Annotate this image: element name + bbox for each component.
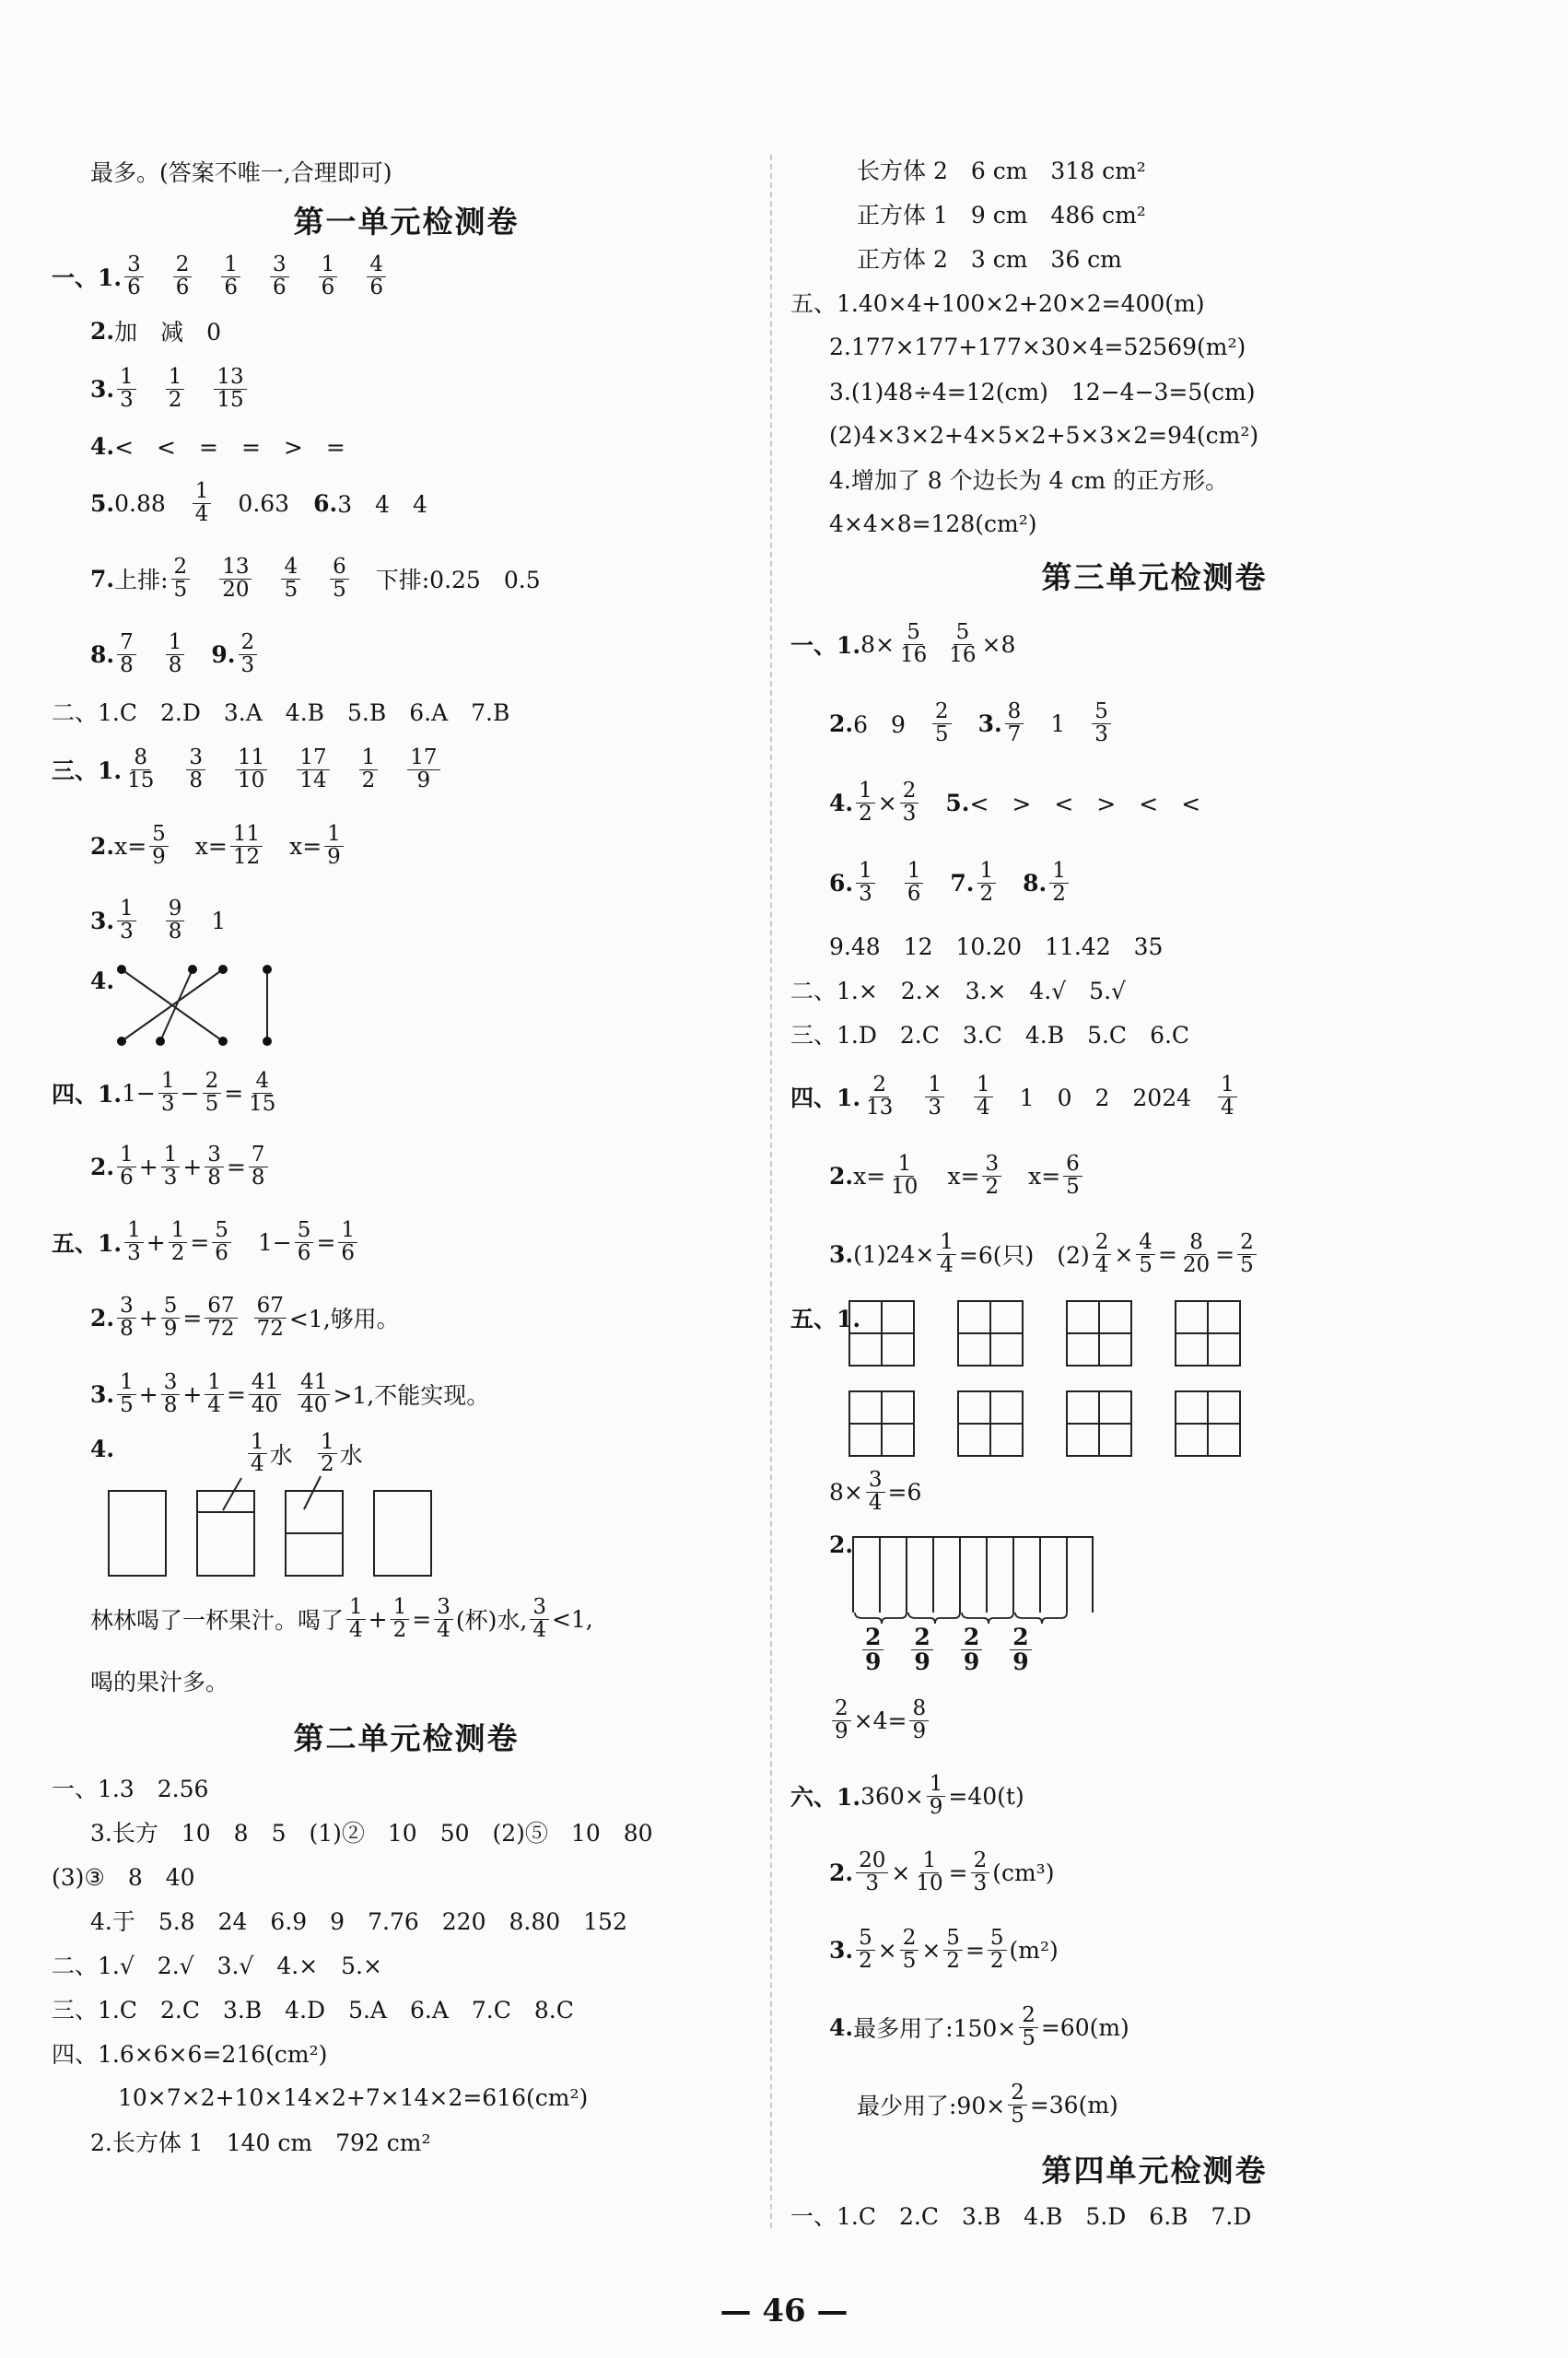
answer-line: 3. $\frac{1}{3}$ $\frac{1}{2}$ $\frac{13}{15}$ xyxy=(52,352,761,426)
answer-line: 六、1. 360× $\frac{1}{9}$ =40(t) xyxy=(790,1772,1024,1819)
right-column xyxy=(790,147,1518,2237)
answer-line: 2. 6 9 $\frac{2}{5}$ 3. $\frac{8}{7}$ 1 $\frac{5}{3}$ xyxy=(790,684,1518,763)
grid-square xyxy=(958,1301,1023,1366)
answer-line: 二、1.C 2.D 3.A 4.B 5.B 6.A 7.B xyxy=(52,699,510,726)
answer-line: 4. 最多用了:150× $\frac{2}{5}$ =60(m) xyxy=(829,2003,1129,2050)
grid-square xyxy=(1176,1391,1240,1456)
fraction: $\frac{67}{72}$ xyxy=(254,1296,287,1340)
fraction: $\frac{2}{6}$ xyxy=(173,254,193,299)
fraction: $\frac{11}{10}$ xyxy=(235,747,267,792)
fraction: $\frac{1}{6}$ xyxy=(338,1220,357,1264)
fraction: $\frac{2}{5}$ xyxy=(900,1928,919,1972)
section-heading-unit-4: 第四单元检测卷 xyxy=(1041,2152,1268,2188)
fraction: $\frac{2}{5}$ xyxy=(1008,2082,1027,2127)
fraction: $\frac{4}{15}$ xyxy=(249,1069,276,1116)
fraction: $\frac{1}{5}$ xyxy=(117,1372,136,1416)
fraction: $\frac{1}{3}$ xyxy=(117,367,136,411)
fraction: $\frac{11}{12}$ xyxy=(230,824,263,868)
fraction: $\frac{1}{9}$ xyxy=(324,824,344,868)
fraction: $\frac{8}{7}$ xyxy=(1005,701,1024,745)
answer-line: 2. $\frac{3}{8}$ + $\frac{5}{9}$ = $\frac{67}{72}$ $\frac{67}{72}$ <1,够用。 xyxy=(90,1294,400,1341)
fraction: $\frac{5}{16}$ xyxy=(949,620,977,667)
fraction: $\frac{41}{40}$ xyxy=(249,1372,281,1416)
fraction: $\frac{1}{10}$ xyxy=(916,1848,943,1895)
fraction: $\frac{1}{3}$ xyxy=(117,898,136,943)
answer-line: 三、1.C 2.C 3.B 4.D 5.A 6.A 7.C 8.C xyxy=(52,1997,574,2024)
fraction: $\frac{2}{5}$ xyxy=(1237,1232,1257,1276)
answer-line: 5. 0.88 $\frac{1}{4}$ 0.63 6. 3 4 4 xyxy=(90,479,427,526)
fraction: $\frac{2}{9}$ xyxy=(961,1625,982,1673)
fraction: $\frac{1}{6}$ xyxy=(117,1144,136,1189)
answer-line: 长方体 2 6 cm 318 cm² xyxy=(857,158,1146,184)
strip-diagram: 2. $\frac{2}{9}$ $\frac{2}{9}$ $\frac{2}{9}$ $\frac{2}{9}$ xyxy=(790,1522,1518,1683)
fraction: $\frac{3}{8}$ xyxy=(117,1296,136,1340)
fraction: $\frac{1}{2}$ xyxy=(359,747,379,792)
fraction: $\frac{1}{2}$ xyxy=(1049,861,1069,905)
fraction: $\frac{5}{9}$ xyxy=(161,1296,181,1340)
answer-line: 最多。(答案不唯一,合理即可) xyxy=(90,159,392,186)
answer-line: 二、1.√ 2.√ 3.√ 4.× 5.× xyxy=(52,1953,382,1979)
fraction: $\frac{1}{6}$ xyxy=(319,254,338,299)
fraction: $\frac{2}{9}$ xyxy=(862,1625,883,1673)
answer-line: 林林喝了一杯果汁。喝了 $\frac{1}{4}$ + $\frac{1}{2}$ = $\frac{3}{4}$ (杯)水, $\frac{3}{4}$ <1, xyxy=(90,1595,593,1642)
page-number: — 46 — xyxy=(720,2293,848,2329)
fraction: $\frac{1}{4}$ xyxy=(937,1232,956,1276)
answer-line: 一、1.3 2.56 xyxy=(52,1776,209,1802)
fraction: $\frac{20}{3}$ xyxy=(856,1850,888,1895)
match-line xyxy=(160,969,193,1041)
fraction: $\frac{1}{3}$ xyxy=(124,1220,144,1264)
cups-svg xyxy=(103,1469,490,1579)
cup-label-quarter: $\frac{1}{4}$ 水 xyxy=(245,1432,293,1476)
answer-line: 8× $\frac{3}{4}$ =6 xyxy=(829,1468,922,1515)
answer-line: 3. $\frac{1}{3}$ $\frac{9}{8}$ 1 xyxy=(90,897,227,944)
answer-line: 2. 加 减 0 xyxy=(90,317,222,346)
fraction: $\frac{4}{5}$ xyxy=(1136,1232,1155,1276)
answer-line: 2. $\frac{20}{3}$ × $\frac{1}{10}$ = $\frac{2}{3}$ (cm³) xyxy=(829,1848,1055,1895)
fraction: $\frac{1}{10}$ xyxy=(891,1152,919,1199)
fraction: $\frac{17}{9}$ xyxy=(407,747,439,792)
fraction: $\frac{5}{6}$ xyxy=(212,1220,231,1264)
fraction: $\frac{8}{20}$ xyxy=(1182,1230,1211,1277)
matching-lines-diagram xyxy=(114,956,308,1049)
answer-line: 6. $\frac{1}{3}$ $\frac{1}{6}$ 7. $\frac{1}{2}$ 8. $\frac{1}{2}$ xyxy=(790,842,1518,923)
answer-line: 3. $\frac{1}{5}$ + $\frac{3}{8}$ + $\frac{1}{4}$ = $\frac{41}{40}$ $\frac{41}{40}$ >1,不能实现。 xyxy=(90,1370,490,1417)
fraction: $\frac{5}{9}$ xyxy=(149,824,169,868)
fraction: $\frac{2}{3}$ xyxy=(239,632,258,676)
cups-diagram: 4. $\frac{1}{4}$ 水 $\frac{1}{2}$ 水 xyxy=(52,1432,761,1583)
grid-square xyxy=(1067,1391,1131,1456)
answer-line: 3.长方 10 8 5 (1)② 10 50 (2)⑤ 10 80 xyxy=(90,1820,653,1847)
answer-line: 2.长方体 1 140 cm 792 cm² xyxy=(90,2129,431,2156)
fraction: $\frac{2}{13}$ xyxy=(866,1073,894,1120)
fraction: $\frac{41}{40}$ xyxy=(298,1372,330,1416)
fraction: $\frac{5}{2}$ xyxy=(988,1928,1007,1972)
grid-square xyxy=(958,1391,1023,1456)
fraction: $\frac{1}{3}$ xyxy=(161,1144,181,1189)
fraction: $\frac{2}{9}$ xyxy=(1010,1625,1031,1673)
answer-line: 三、1. $\frac{8}{15}$ $\frac{3}{8}$ $\frac{11}{10}$ $\frac{17}{14}$ $\frac{1}{2}$ $\frac{17}{9}$ xyxy=(52,732,761,807)
fraction: $\frac{17}{14}$ xyxy=(297,747,329,792)
fraction: $\frac{1}{6}$ xyxy=(221,254,240,299)
fraction: $\frac{3}{8}$ xyxy=(161,1372,181,1416)
answer-line: (3)③ 8 40 xyxy=(52,1864,195,1891)
answer-line: 四、1.6×6×6=216(cm²) xyxy=(52,2041,328,2068)
fraction: $\frac{67}{72}$ xyxy=(205,1296,237,1340)
answer-line: 最少用了:90× $\frac{2}{5}$ =36(m) xyxy=(857,2081,1118,2128)
fraction: $\frac{7}{8}$ xyxy=(117,632,136,676)
answer-line: 喝的果汁多。 xyxy=(90,1669,229,1695)
fraction: $\frac{1}{6}$ xyxy=(905,861,924,905)
fraction: $\frac{6}{5}$ xyxy=(1063,1154,1082,1198)
answer-line: 4×4×8=128(cm²) xyxy=(829,510,1037,537)
answer-line: 一、1. 8× $\frac{5}{16}$ $\frac{5}{16}$ ×8 xyxy=(790,620,1016,667)
fraction: $\frac{2}{5}$ xyxy=(171,557,191,601)
answer-line: 3.(1)48÷4=12(cm) 12−4−3=5(cm) xyxy=(829,379,1256,405)
grid-square xyxy=(1067,1301,1131,1366)
fraction: $\frac{13}{20}$ xyxy=(219,557,252,601)
cup-empty xyxy=(109,1491,166,1576)
fraction: $\frac{1}{3}$ xyxy=(925,1074,944,1119)
answer-line: 2. x= $\frac{1}{10}$ x= $\frac{3}{2}$ x= $\frac{6}{5}$ xyxy=(790,1137,1518,1214)
answer-line: (2)4×3×2+4×5×2+5×3×2=94(cm²) xyxy=(829,421,1259,449)
fraction: $\frac{1}{4}$ xyxy=(1218,1074,1237,1119)
fraction: $\frac{4}{5}$ xyxy=(281,557,300,601)
fraction: $\frac{1}{4}$ xyxy=(193,481,212,525)
answer-line: 2.177×177+177×30×4=52569(m²) xyxy=(829,333,1246,360)
answer-line: 2. $\frac{1}{6}$ + $\frac{1}{3}$ + $\frac{3}{8}$ = $\frac{7}{8}$ xyxy=(52,1128,761,1205)
fraction: $\frac{2}{5}$ xyxy=(932,701,952,745)
answer-line: 正方体 1 9 cm 486 cm² xyxy=(857,202,1146,229)
section-heading-unit-3: 第三单元检测卷 xyxy=(1041,558,1268,595)
grid-square xyxy=(849,1391,914,1456)
fraction: $\frac{4}{6}$ xyxy=(367,254,386,299)
fraction: $\frac{3}{4}$ xyxy=(866,1470,885,1514)
fraction: $\frac{1}{3}$ xyxy=(158,1071,178,1115)
answer-line: 一、1. $\frac{3}{6}$ $\frac{2}{6}$ $\frac{1}{6}$ $\frac{3}{6}$ $\frac{1}{6}$ $\frac{4}{6}$ xyxy=(52,243,761,310)
fraction: $\frac{1}{2}$ xyxy=(856,780,875,825)
fraction: $\frac{8}{15}$ xyxy=(127,745,155,792)
cup-empty xyxy=(374,1491,431,1576)
answer-line: 四、1. 1− $\frac{1}{3}$ − $\frac{2}{5}$ = $\frac{4}{15}$ xyxy=(52,1058,761,1128)
grid-squares-svg xyxy=(842,1297,1247,1460)
fraction: $\frac{1}{2}$ xyxy=(391,1597,410,1641)
left-column xyxy=(52,147,761,2164)
answer-line: 正方体 2 3 cm 36 cm xyxy=(857,246,1122,273)
fraction: $\frac{3}{8}$ xyxy=(186,747,205,792)
fraction: $\frac{1}{4}$ xyxy=(205,1372,224,1416)
answer-line: 4. $\frac{1}{2}$ × $\frac{2}{3}$ 5. < > < > < < xyxy=(829,779,1201,826)
answer-line: 三、1.D 2.C 3.C 4.B 5.C 6.C xyxy=(790,1022,1190,1049)
fraction: $\frac{2}{9}$ xyxy=(911,1625,932,1673)
fraction: $\frac{7}{8}$ xyxy=(249,1144,268,1189)
fraction: $\frac{2}{5}$ xyxy=(203,1071,222,1115)
grid-square xyxy=(1176,1301,1240,1366)
answer-line: 4. < < = = > = xyxy=(90,432,345,461)
fraction: $\frac{3}{4}$ xyxy=(434,1597,453,1641)
fraction: $\frac{1}{4}$ xyxy=(974,1074,993,1119)
fraction: $\frac{5}{2}$ xyxy=(856,1928,875,1972)
squares-diagram: 五、1. xyxy=(790,1294,1518,1461)
fraction: $\frac{2}{3}$ xyxy=(971,1850,990,1895)
fraction: $\frac{3}{2}$ xyxy=(982,1154,1001,1198)
answer-line: 3. (1)24× $\frac{1}{4}$ =6(只) (2) $\frac{2}{4}$ × $\frac{4}{5}$ = $\frac{8}{20}$ = $\frac{2}{5}$ xyxy=(790,1214,1518,1294)
fraction: $\frac{5}{3}$ xyxy=(1092,701,1111,745)
fraction: $\frac{2}{5}$ xyxy=(1019,2005,1038,2049)
column-divider xyxy=(770,155,772,2228)
fraction: $\frac{1}{9}$ xyxy=(927,1774,946,1818)
fraction: $\frac{8}{9}$ xyxy=(909,1698,929,1742)
fraction: $\frac{3}{4}$ xyxy=(530,1597,549,1641)
fraction: $\frac{1}{4}$ xyxy=(346,1597,366,1641)
section-heading-unit-1: 第一单元检测卷 xyxy=(293,203,520,240)
brace-labels xyxy=(862,1625,1032,1673)
answer-line: 8. $\frac{7}{8}$ $\frac{1}{8}$ 9. $\frac{2}{3}$ xyxy=(52,617,761,691)
answer-line: 4.增加了 8 个边长为 4 cm 的正方形。 xyxy=(829,467,1229,494)
fraction: $\frac{1}{8}$ xyxy=(166,632,185,676)
answer-line: 4.于 5.8 24 6.9 9 7.76 220 8.80 152 xyxy=(90,1908,627,1935)
fraction: $\frac{5}{2}$ xyxy=(943,1928,963,1972)
fraction: $\frac{3}{6}$ xyxy=(270,254,289,299)
answer-line: 4. xyxy=(52,956,761,1058)
fraction: $\frac{2}{9}$ xyxy=(832,1698,851,1742)
answer-line: 五、1. $\frac{1}{3}$ + $\frac{1}{2}$ = $\frac{5}{6}$ 1− $\frac{5}{6}$ = $\frac{1}{6}$ xyxy=(52,1205,761,1279)
grid-square xyxy=(849,1301,914,1366)
answer-line: 二、1.× 2.× 3.× 4.√ 5.√ xyxy=(790,978,1126,1004)
fraction: $\frac{5}{6}$ xyxy=(295,1220,314,1264)
fraction: $\frac{2}{3}$ xyxy=(900,780,919,825)
answer-line: $\frac{2}{9}$ ×4= $\frac{8}{9}$ xyxy=(790,1683,1518,1758)
cup-label-half: $\frac{1}{2}$ 水 xyxy=(315,1432,363,1476)
answer-line: 2. x= $\frac{5}{9}$ x= $\frac{11}{12}$ x= $\frac{1}{9}$ xyxy=(52,807,761,885)
section-heading-unit-2: 第二单元检测卷 xyxy=(293,1719,520,1756)
strip-svg xyxy=(849,1533,1107,1613)
answer-line: 9.48 12 10.20 11.42 35 xyxy=(829,933,1164,960)
fraction: $\frac{1}{2}$ xyxy=(169,1220,188,1264)
fraction: $\frac{2}{4}$ xyxy=(1093,1232,1112,1276)
fraction: $\frac{13}{15}$ xyxy=(214,367,246,411)
answer-line: 10×7×2+10×14×2+7×14×2=616(cm²) xyxy=(118,2083,589,2111)
answer-line: 3. $\frac{5}{2}$ × $\frac{2}{5}$ × $\frac{5}{2}$ = $\frac{5}{2}$ (m²) xyxy=(829,1926,1059,1973)
fraction: $\frac{1}{2}$ xyxy=(166,367,185,411)
answer-line: 五、1.40×4+100×2+20×2=400(m) xyxy=(790,290,1205,317)
answer-line: 四、1. $\frac{2}{13}$ $\frac{1}{3}$ $\frac{1}{4}$ 1 0 2 2024 $\frac{1}{4}$ xyxy=(790,1056,1518,1137)
fraction: $\frac{1}{2}$ xyxy=(977,861,997,905)
fraction: $\frac{1}{3}$ xyxy=(856,861,875,905)
fraction: $\frac{5}{16}$ xyxy=(899,620,928,667)
fraction: $\frac{3}{6}$ xyxy=(124,254,144,299)
answer-line: 7. 上排: $\frac{2}{5}$ $\frac{13}{20}$ $\frac{4}{5}$ $\frac{6}{5}$ 下排:0.25 0.5 xyxy=(90,555,541,602)
fraction: $\frac{9}{8}$ xyxy=(166,898,185,943)
fraction: $\frac{3}{8}$ xyxy=(205,1144,224,1189)
answer-line: 一、1.C 2.C 3.B 4.B 5.D 6.B 7.D xyxy=(790,2203,1252,2230)
fraction: $\frac{6}{5}$ xyxy=(330,557,349,601)
